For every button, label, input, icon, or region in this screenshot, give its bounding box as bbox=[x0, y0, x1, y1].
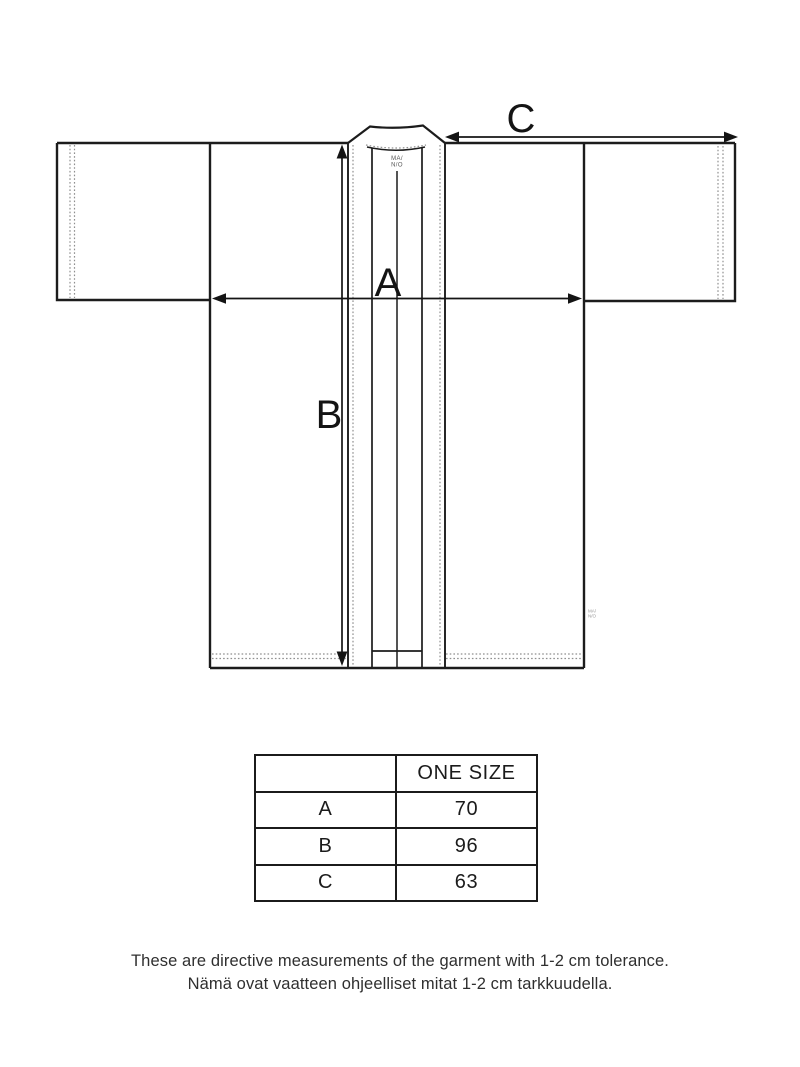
side-label-line2: N/O bbox=[587, 613, 597, 619]
measure-label-a: A bbox=[374, 261, 402, 305]
neckline-stitch bbox=[366, 145, 426, 148]
left-sleeve bbox=[57, 143, 210, 300]
collar-band bbox=[348, 126, 445, 669]
table-size-header: ONE SIZE bbox=[396, 755, 537, 792]
measure-label-c: C bbox=[506, 97, 536, 141]
collar-brand-line1: MA/ bbox=[391, 156, 403, 162]
collar-brand-line2: N/O bbox=[391, 162, 403, 169]
tolerance-note bbox=[0, 950, 800, 996]
collar-outline bbox=[348, 126, 445, 144]
right-cuff-stitch bbox=[718, 146, 723, 299]
row-value-a: 70 bbox=[396, 792, 537, 829]
arrowhead-a-left bbox=[212, 293, 226, 304]
garment-outline bbox=[57, 143, 735, 668]
arrowhead-b-top bbox=[337, 145, 348, 159]
measure-label-b: B bbox=[315, 393, 343, 437]
collar-brand-label bbox=[391, 156, 403, 169]
table-corner-cell bbox=[255, 755, 396, 792]
table-row bbox=[255, 828, 537, 865]
measurement-arrow-a bbox=[212, 261, 582, 305]
right-sleeve bbox=[584, 143, 735, 301]
left-cuff-stitch bbox=[70, 145, 75, 298]
tolerance-note-fi: Nämä ovat vaatteen ohjeelliset mitat 1-2 cm tarkkuudella. bbox=[187, 975, 613, 993]
arrowhead-a-right bbox=[568, 293, 582, 304]
side-seam-label bbox=[588, 609, 597, 619]
arrowhead-c-left bbox=[445, 132, 459, 143]
table-row bbox=[255, 792, 537, 829]
row-label-a: A bbox=[255, 792, 396, 829]
side-label-line1: MA/ bbox=[587, 608, 597, 614]
size-table bbox=[254, 754, 538, 902]
table-header-row bbox=[255, 755, 537, 792]
measurement-arrow-b bbox=[316, 145, 348, 667]
row-label-b: B bbox=[255, 828, 396, 865]
tolerance-note-en: These are directive measurements of the garment with 1-2 cm tolerance. bbox=[131, 952, 669, 970]
row-value-b: 96 bbox=[396, 828, 537, 865]
table-row bbox=[255, 865, 537, 902]
measurement-arrow-c bbox=[445, 97, 738, 142]
row-label-c: C bbox=[255, 865, 396, 902]
arrowhead-c-right bbox=[724, 132, 738, 143]
row-value-c: 63 bbox=[396, 865, 537, 902]
